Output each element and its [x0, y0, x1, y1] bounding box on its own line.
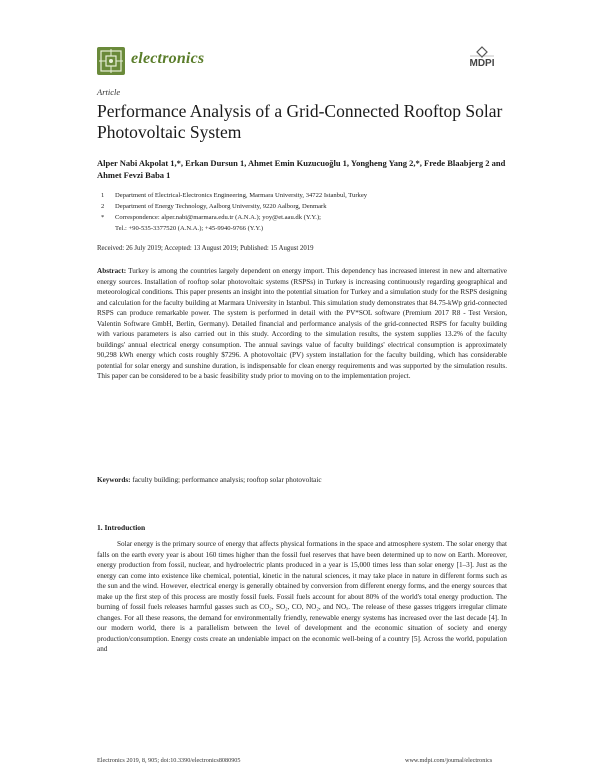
mdpi-logo-icon [462, 46, 502, 76]
journal-name: electronics [131, 50, 205, 67]
paper-title: Performance Analysis of a Grid-Connected Rooftop Solar Photovoltaic System [97, 101, 503, 142]
journal-logo-icon [97, 47, 125, 75]
author-list: Alper Nabi Akpolat 1,*, Erkan Dursun 1, Ahmet Emin Kuzucuoğlu 1, Yongheng Yang 2,*, Frede Blaabjerg 2 and Ahmet Fevzi Baba 1 [97, 158, 506, 180]
intro-body [97, 539, 507, 655]
intro-paragraph: Solar energy is the primary source of energy that affects physical formations in the space and atmosphere system. The solar energy that falls on the earth every year is about 160 times higher than the fossil fuel reserves that have been determined up to now on Earth. Moreover, energy production from fossil, nuclear, and hydroelectric plants produced in a year is 15,000 times less than solar energy [1–3]. Just as the energy can come into existence like chemical, potential, kinetic in the natural sciences, it may take place in nature in different forms such as the sun and the wind. However, electrical energy is generally obtained by conversion from different energy forms, and the energy sources that make up the first step of this process are mostly fossil fuels. Fossil fuels account for about 80% of the world's total energy production. The burning of fossil fuels releases harmful gasses such as CO₂, SO₂, CO, NO₂, and NOₓ. The release of these gasses triggers irregular climate changes. For all these reasons, the demand for environmentally friendly, renewable energy systems has increased over the last decade [4]. In our modern world, there is a parallelism between the level of development and the economic situation of society and energy production/consumption. Energy costs create an undeniable impact on the economic well-being of a country [5]. Across the world, population and [97, 540, 507, 654]
footer-citation: Electronics 2019, 8, 905; doi:10.3390/electronics8080905 [97, 757, 241, 764]
correspondence: * Correspondence: alper.nabi@marmara.edu.tr (A.N.A.); yoy@et.aau.dk (Y.Y.); [101, 214, 321, 221]
mdpi-logo-text: MDPI [469, 58, 495, 69]
abstract-text: Turkey is among the countries largely dependent on energy import. This dependency has increased interest in new and alternative energy sources. Installation of rooftop solar photovoltaic systems (RSPSs) in Turkey is increasing continuously regarding geographical and meteorological conditions. This paper presents an insight into the potential situation for Turkey and a simulation study for the RSPS designing and calculation for the faculty building at Marmara University in Istanbul. This simulation study demonstrates that 84.75-kWp grid-connected RSPS can produce remarkable power. The system is performed in detail with the PV*SOL software (Premium 2017 R8 - Test Version, Valentin Software GmbH, Berlin, Germany). Detailed financial and performance analysis of the grid-connected RSPS for faculty building with various parameters is also carried out in this study. According to the simulation results, the system supplies 13.2% of the faculty buildings' annual electrical energy consumption. The annual savings value of faculty buildings' electrical consumption is approximately 90,298 kWh energy which costs roughly $7296. A photovoltaic (PV) system installation for the faculty building, which has considerable potential for solar energy and sunshine duration, is indispensable for clean energy requirements and was supported by the simulation results. This paper can be considered to be a basic feasibility study prior to moving on to the implementation project. [97, 267, 507, 381]
affiliation-1: 1 Department of Electrical-Electronics Engineering, Marmara University, 34722 Istanbul, Turkey [101, 192, 368, 199]
section-heading: 1. Introduction [97, 523, 146, 532]
keywords-label: Keywords: [97, 476, 131, 484]
abstract [97, 266, 507, 382]
abstract-label: Abstract: [97, 267, 127, 275]
correspondence-phone: Tel.: +90-535-3377520 (A.N.A.); +45-9940-9766 (Y.Y.) [115, 225, 264, 232]
article-type: Article [97, 87, 121, 97]
keywords-text: faculty building; performance analysis; rooftop solar photovoltaic [132, 476, 322, 484]
publication-dates: Received: 26 July 2019; Accepted: 13 August 2019; Published: 15 August 2019 [97, 245, 314, 252]
footer-url[interactable]: www.mdpi.com/journal/electronics [405, 757, 493, 764]
keywords [97, 476, 507, 484]
affiliation-2: 2 Department of Energy Technology, Aalborg University, 9220 Aalborg, Denmark [101, 203, 327, 210]
